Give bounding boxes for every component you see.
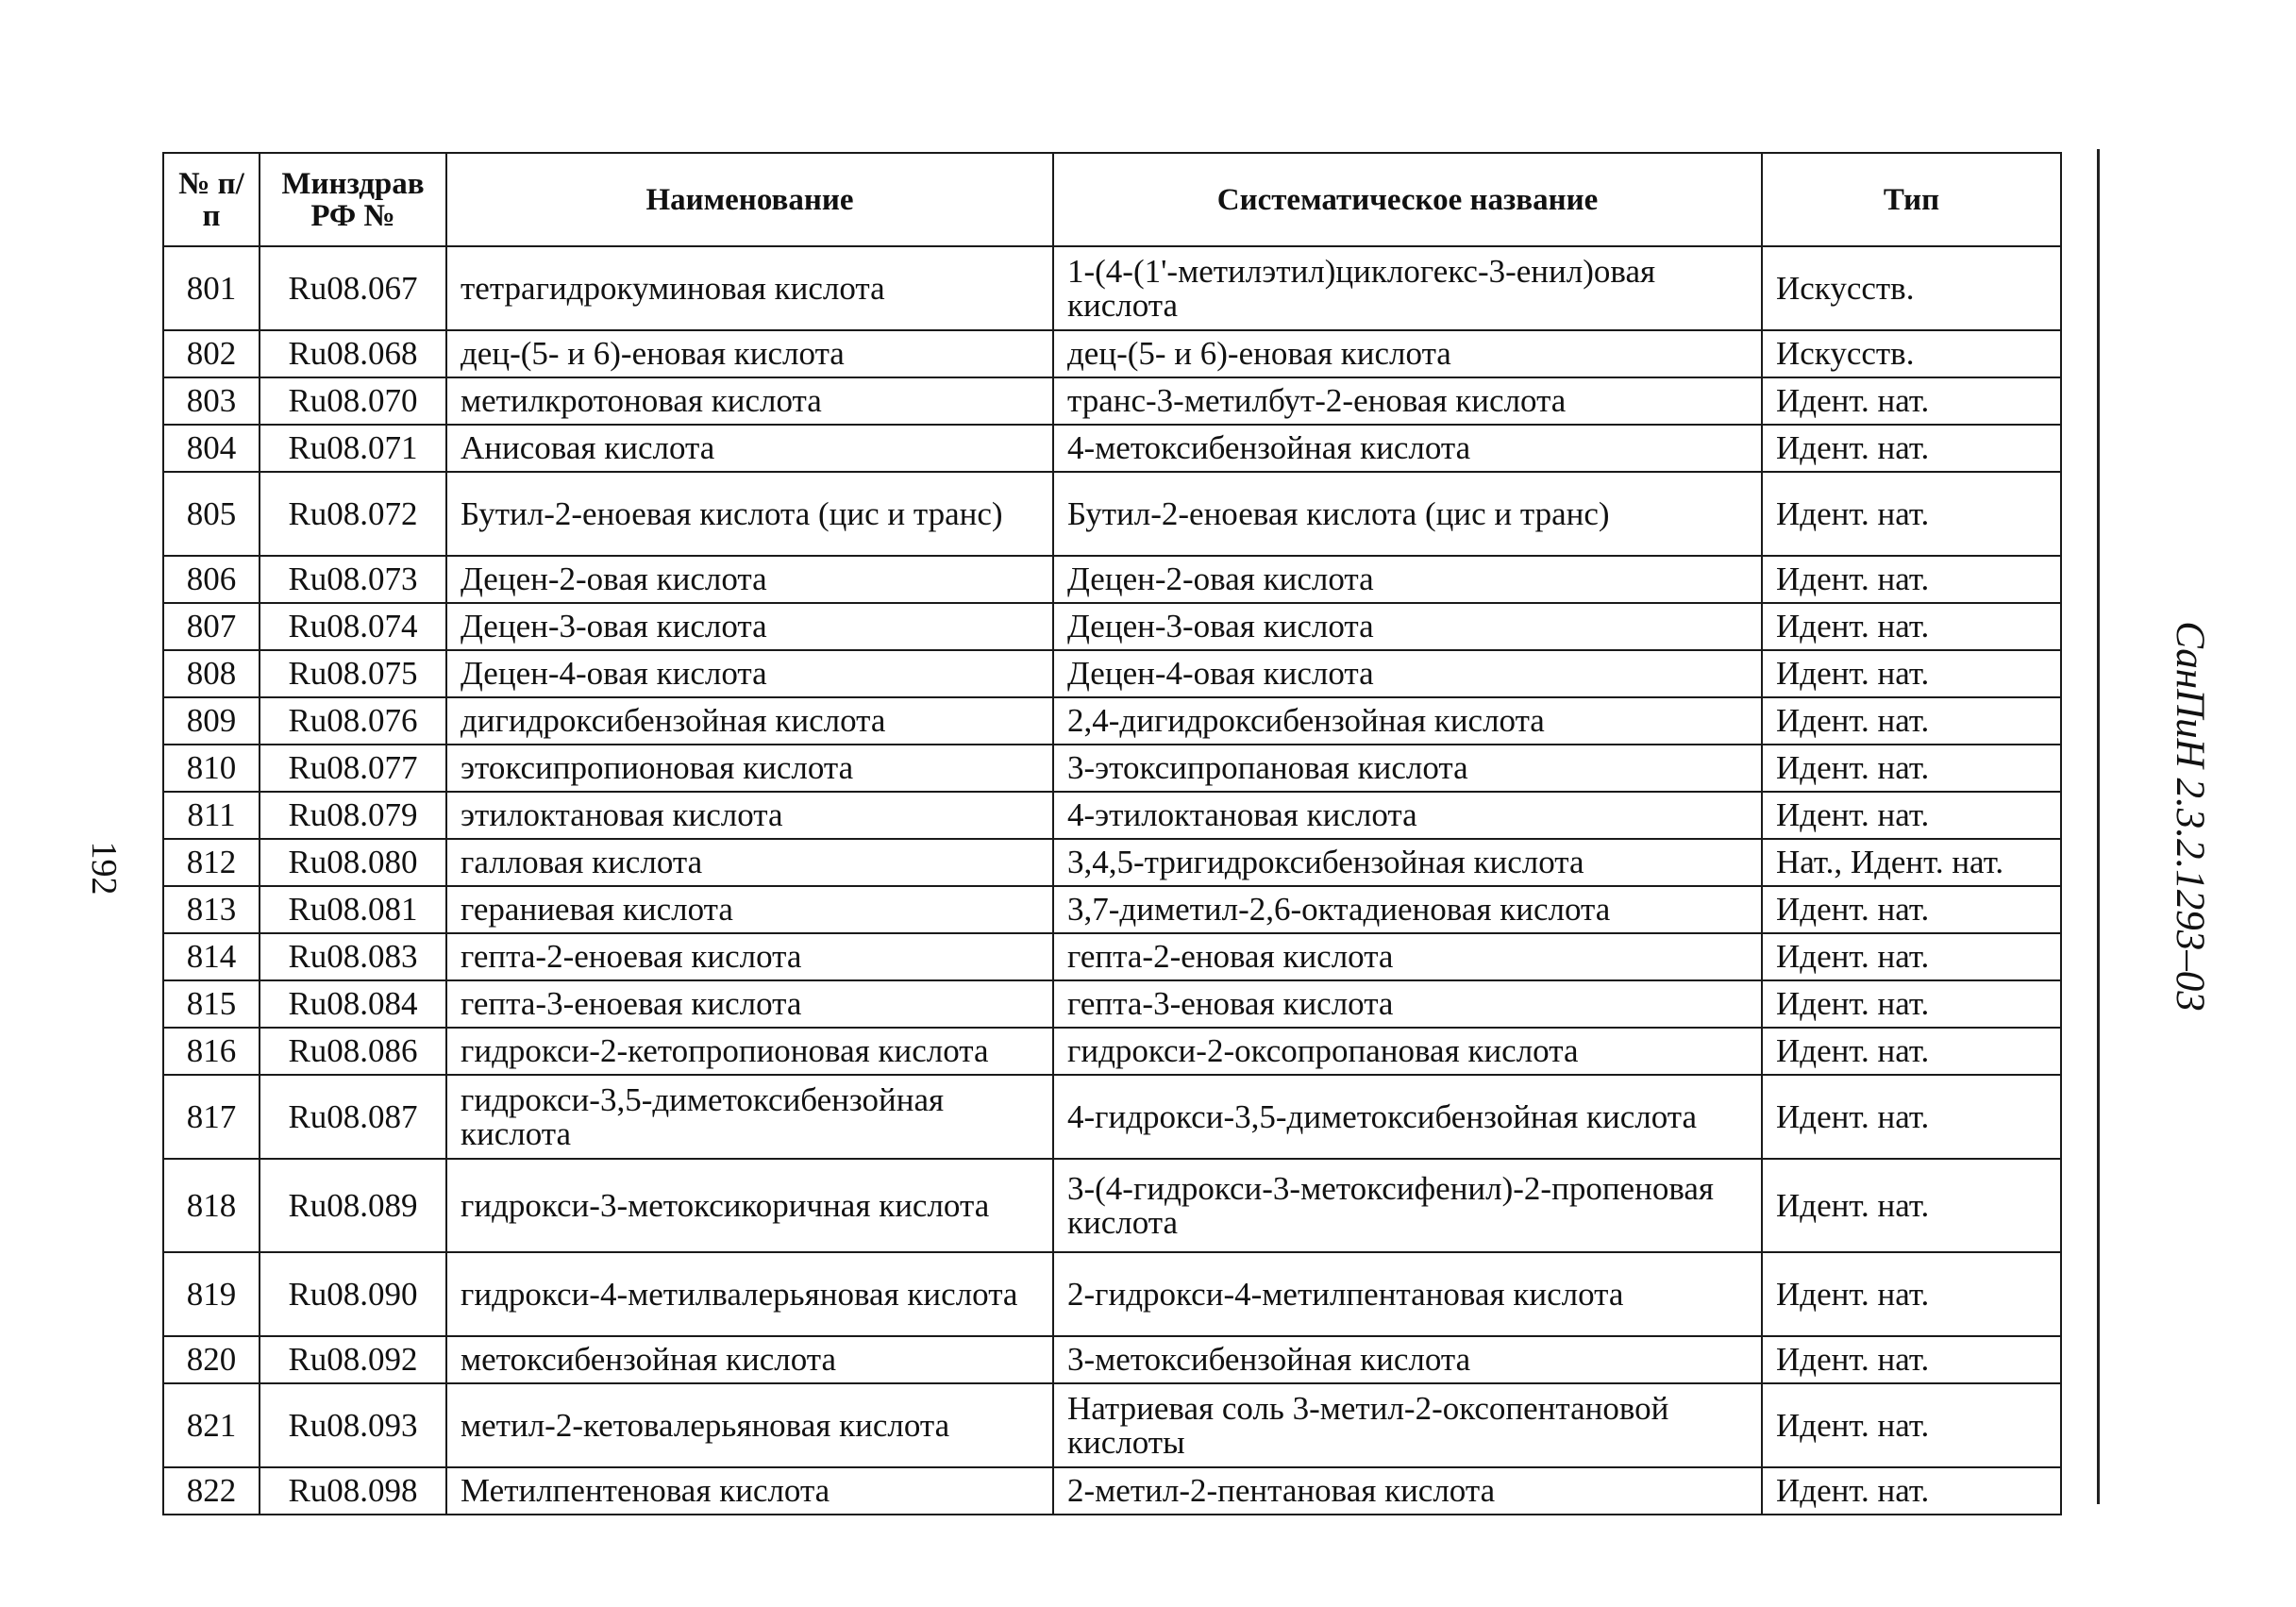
cell-systematic: 2-гидрокси-4-метилпентановая кислота bbox=[1053, 1252, 1762, 1336]
cell-systematic: дец-(5- и 6)-еновая кислота bbox=[1053, 330, 1762, 377]
header-systematic: Систематическое название bbox=[1053, 153, 1762, 246]
cell-systematic: Децен-2-овая кислота bbox=[1053, 556, 1762, 603]
cell-systematic: Децен-3-овая кислота bbox=[1053, 603, 1762, 650]
cell-code: Ru08.077 bbox=[260, 745, 446, 792]
table-row bbox=[163, 886, 2061, 933]
cell-code: Ru08.093 bbox=[260, 1383, 446, 1467]
cell-code: Ru08.086 bbox=[260, 1028, 446, 1075]
cell-type: Нат., Идент. нат. bbox=[1762, 839, 2061, 886]
cell-type: Искусств. bbox=[1762, 246, 2061, 330]
cell-type: Идент. нат. bbox=[1762, 1028, 2061, 1075]
table-row bbox=[163, 603, 2061, 650]
cell-name: гидрокси-2-кетопропионовая кислота bbox=[446, 1028, 1053, 1075]
cell-name: метилкротоновая кислота bbox=[446, 377, 1053, 425]
table-row bbox=[163, 377, 2061, 425]
cell-num: 813 bbox=[163, 886, 260, 933]
cell-code: Ru08.071 bbox=[260, 425, 446, 472]
cell-num: 811 bbox=[163, 792, 260, 839]
cell-code: Ru08.074 bbox=[260, 603, 446, 650]
cell-code: Ru08.073 bbox=[260, 556, 446, 603]
header-name: Наименование bbox=[446, 153, 1053, 246]
cell-num: 810 bbox=[163, 745, 260, 792]
cell-systematic: гепта-3-еновая кислота bbox=[1053, 980, 1762, 1028]
table-row bbox=[163, 556, 2061, 603]
cell-name: этилоктановая кислота bbox=[446, 792, 1053, 839]
table-row bbox=[163, 330, 2061, 377]
table-row bbox=[163, 1336, 2061, 1383]
cell-name: Децен-2-овая кислота bbox=[446, 556, 1053, 603]
cell-code: Ru08.081 bbox=[260, 886, 446, 933]
cell-type: Идент. нат. bbox=[1762, 1467, 2061, 1515]
cell-num: 812 bbox=[163, 839, 260, 886]
cell-num: 822 bbox=[163, 1467, 260, 1515]
cell-systematic: 2-метил-2-пентановая кислота bbox=[1053, 1467, 1762, 1515]
table-body bbox=[163, 246, 2061, 1515]
cell-num: 817 bbox=[163, 1075, 260, 1159]
cell-type: Идент. нат. bbox=[1762, 1075, 2061, 1159]
cell-name: Метилпентеновая кислота bbox=[446, 1467, 1053, 1515]
cell-systematic: 4-метоксибензойная кислота bbox=[1053, 425, 1762, 472]
cell-name: метил-2-кетовалерьяновая кислота bbox=[446, 1383, 1053, 1467]
cell-num: 804 bbox=[163, 425, 260, 472]
cell-systematic: 1-(4-(1'-метилэтил)циклогекс-3-енил)овая кислота bbox=[1053, 246, 1762, 330]
cell-systematic: 3-метоксибензойная кислота bbox=[1053, 1336, 1762, 1383]
table-row bbox=[163, 697, 2061, 745]
table-row bbox=[163, 1075, 2061, 1159]
cell-num: 808 bbox=[163, 650, 260, 697]
cell-type: Идент. нат. bbox=[1762, 933, 2061, 980]
cell-num: 815 bbox=[163, 980, 260, 1028]
table-row bbox=[163, 980, 2061, 1028]
cell-systematic: 4-этилоктановая кислота bbox=[1053, 792, 1762, 839]
cell-code: Ru08.075 bbox=[260, 650, 446, 697]
cell-systematic: 4-гидрокси-3,5-диметоксибензойная кислота bbox=[1053, 1075, 1762, 1159]
cell-type: Идент. нат. bbox=[1762, 377, 2061, 425]
cell-type: Идент. нат. bbox=[1762, 980, 2061, 1028]
cell-systematic: 3-этоксипропановая кислота bbox=[1053, 745, 1762, 792]
table-row bbox=[163, 839, 2061, 886]
table-row bbox=[163, 472, 2061, 556]
cell-name: тетрагидрокуминовая кислота bbox=[446, 246, 1053, 330]
cell-code: Ru08.092 bbox=[260, 1336, 446, 1383]
cell-code: Ru08.070 bbox=[260, 377, 446, 425]
cell-num: 816 bbox=[163, 1028, 260, 1075]
cell-code: Ru08.087 bbox=[260, 1075, 446, 1159]
cell-code: Ru08.068 bbox=[260, 330, 446, 377]
cell-systematic: гидрокси-2-оксопропановая кислота bbox=[1053, 1028, 1762, 1075]
table-header-row bbox=[163, 153, 2061, 246]
cell-code: Ru08.084 bbox=[260, 980, 446, 1028]
cell-type: Идент. нат. bbox=[1762, 697, 2061, 745]
cell-name: Анисовая кислота bbox=[446, 425, 1053, 472]
cell-systematic: Натриевая соль 3-метил-2-оксопентановой кислоты bbox=[1053, 1383, 1762, 1467]
cell-num: 818 bbox=[163, 1159, 260, 1252]
cell-name: гепта-3-еноевая кислота bbox=[446, 980, 1053, 1028]
header-num: № п/п bbox=[163, 153, 260, 246]
cell-name: гидрокси-4-метилвалерьяновая кислота bbox=[446, 1252, 1053, 1336]
cell-name: этоксипропионовая кислота bbox=[446, 745, 1053, 792]
cell-type: Идент. нат. bbox=[1762, 745, 2061, 792]
cell-num: 819 bbox=[163, 1252, 260, 1336]
cell-num: 806 bbox=[163, 556, 260, 603]
cell-name: метоксибензойная кислота bbox=[446, 1336, 1053, 1383]
cell-code: Ru08.098 bbox=[260, 1467, 446, 1515]
cell-code: Ru08.079 bbox=[260, 792, 446, 839]
cell-num: 803 bbox=[163, 377, 260, 425]
cell-num: 814 bbox=[163, 933, 260, 980]
page-number: 192 bbox=[84, 841, 124, 896]
margin-rule bbox=[2097, 149, 2100, 1504]
cell-systematic: 3,7-диметил-2,6-октадиеновая кислота bbox=[1053, 886, 1762, 933]
cell-systematic: 3-(4-гидрокси-3-метоксифенил)-2-пропеновая кислота bbox=[1053, 1159, 1762, 1252]
cell-type: Идент. нат. bbox=[1762, 792, 2061, 839]
cell-name: галловая кислота bbox=[446, 839, 1053, 886]
document-code: СанПиН 2.3.2.1293–03 bbox=[2168, 621, 2212, 1012]
cell-systematic: транс-3-метилбут-2-еновая кислота bbox=[1053, 377, 1762, 425]
cell-num: 809 bbox=[163, 697, 260, 745]
table-row bbox=[163, 745, 2061, 792]
cell-code: Ru08.089 bbox=[260, 1159, 446, 1252]
cell-name: гераниевая кислота bbox=[446, 886, 1053, 933]
cell-name: Децен-4-овая кислота bbox=[446, 650, 1053, 697]
cell-type: Идент. нат. bbox=[1762, 1159, 2061, 1252]
table-row bbox=[163, 1028, 2061, 1075]
cell-code: Ru08.076 bbox=[260, 697, 446, 745]
cell-num: 805 bbox=[163, 472, 260, 556]
table-row bbox=[163, 246, 2061, 330]
cell-type: Искусств. bbox=[1762, 330, 2061, 377]
cell-num: 820 bbox=[163, 1336, 260, 1383]
cell-name: гидрокси-3,5-диметоксибензойная кислота bbox=[446, 1075, 1053, 1159]
table-row bbox=[163, 1252, 2061, 1336]
table-row bbox=[163, 933, 2061, 980]
cell-num: 801 bbox=[163, 246, 260, 330]
cell-num: 802 bbox=[163, 330, 260, 377]
cell-type: Идент. нат. bbox=[1762, 1383, 2061, 1467]
cell-systematic: Бутил-2-еноевая кислота (цис и транс) bbox=[1053, 472, 1762, 556]
cell-name: Бутил-2-еноевая кислота (цис и транс) bbox=[446, 472, 1053, 556]
table-row bbox=[163, 425, 2061, 472]
table-row bbox=[163, 650, 2061, 697]
cell-name: Децен-3-овая кислота bbox=[446, 603, 1053, 650]
cell-code: Ru08.080 bbox=[260, 839, 446, 886]
cell-type: Идент. нат. bbox=[1762, 650, 2061, 697]
cell-code: Ru08.090 bbox=[260, 1252, 446, 1336]
table-row bbox=[163, 1383, 2061, 1467]
cell-type: Идент. нат. bbox=[1762, 1336, 2061, 1383]
cell-code: Ru08.067 bbox=[260, 246, 446, 330]
cell-name: дигидроксибензойная кислота bbox=[446, 697, 1053, 745]
header-type: Тип bbox=[1762, 153, 2061, 246]
cell-name: дец-(5- и 6)-еновая кислота bbox=[446, 330, 1053, 377]
cell-code: Ru08.072 bbox=[260, 472, 446, 556]
cell-type: Идент. нат. bbox=[1762, 886, 2061, 933]
table-row bbox=[163, 792, 2061, 839]
cell-name: гидрокси-3-метоксикоричная кислота bbox=[446, 1159, 1053, 1252]
cell-name: гепта-2-еноевая кислота bbox=[446, 933, 1053, 980]
header-code: Минздрав РФ № bbox=[260, 153, 446, 246]
cell-systematic: гепта-2-еновая кислота bbox=[1053, 933, 1762, 980]
cell-type: Идент. нат. bbox=[1762, 425, 2061, 472]
table-row bbox=[163, 1467, 2061, 1515]
substances-table bbox=[162, 152, 2062, 1515]
cell-systematic: Децен-4-овая кислота bbox=[1053, 650, 1762, 697]
cell-systematic: 3,4,5-тригидроксибензойная кислота bbox=[1053, 839, 1762, 886]
cell-type: Идент. нат. bbox=[1762, 1252, 2061, 1336]
cell-type: Идент. нат. bbox=[1762, 556, 2061, 603]
table-row bbox=[163, 1159, 2061, 1252]
cell-num: 807 bbox=[163, 603, 260, 650]
cell-code: Ru08.083 bbox=[260, 933, 446, 980]
cell-type: Идент. нат. bbox=[1762, 472, 2061, 556]
cell-type: Идент. нат. bbox=[1762, 603, 2061, 650]
cell-num: 821 bbox=[163, 1383, 260, 1467]
cell-systematic: 2,4-дигидроксибензойная кислота bbox=[1053, 697, 1762, 745]
